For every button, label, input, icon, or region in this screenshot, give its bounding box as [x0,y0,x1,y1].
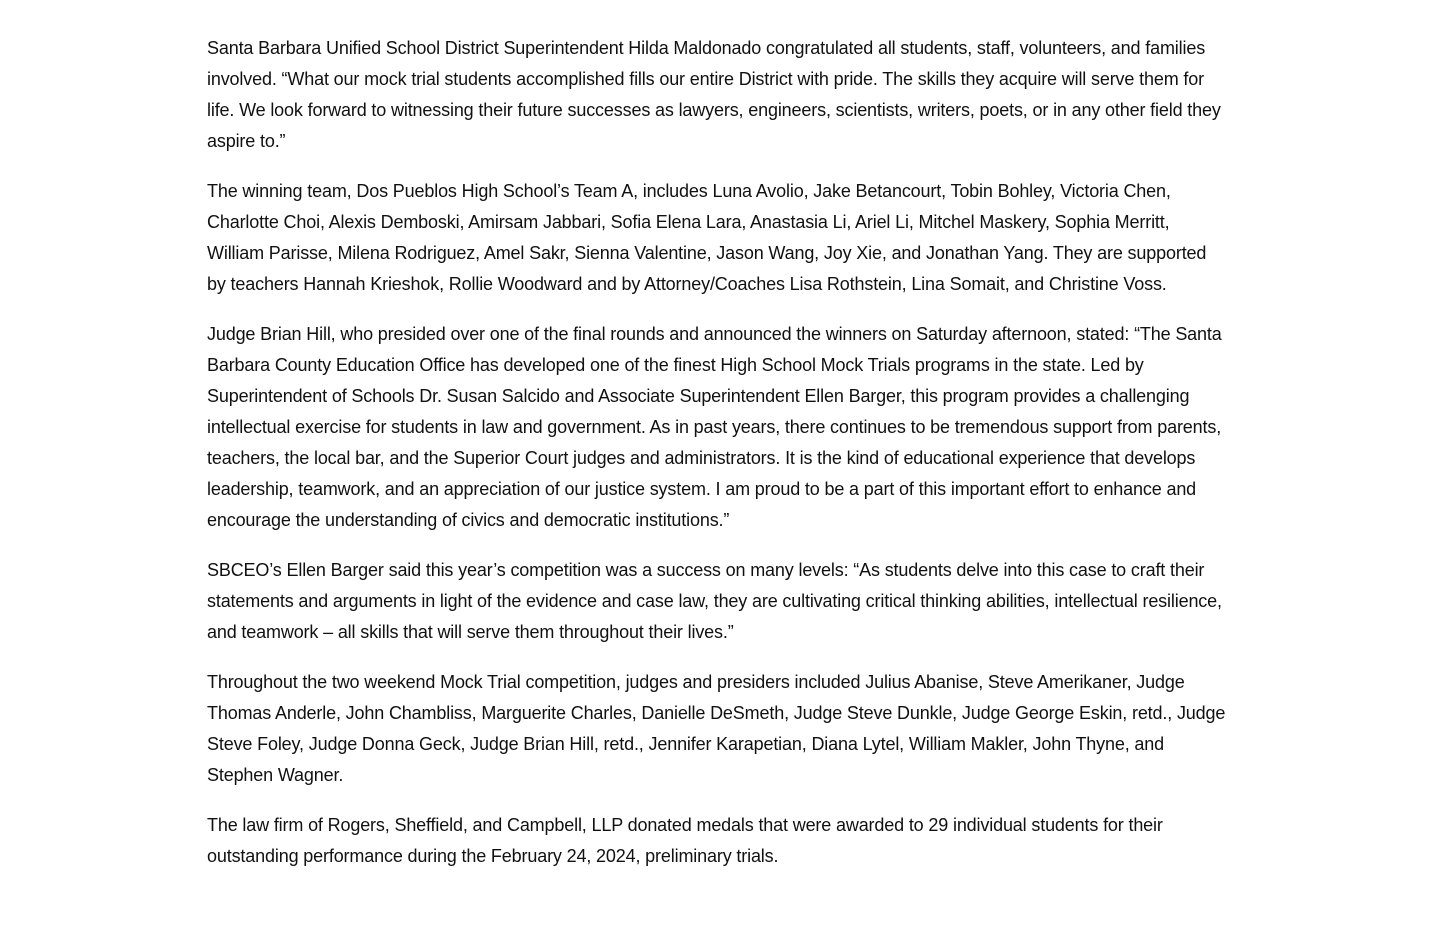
document-body [207,33,1229,891]
paragraph-ellen-barger-quote: SBCEO’s Ellen Barger said this year’s competition was a success on many levels: “As students delve into this case to craft their statements and arguments in light of the evidence and case law, they are cultivating critical thinking abilities, intellectual resilience, and teamwork – all skills that will serve them throughout their lives.” [207,560,1222,642]
paragraph-winning-team: The winning team, Dos Pueblos High School’s Team A, includes Luna Avolio, Jake Betancourt, Tobin Bohley, Victoria Chen, Charlotte Choi, Alexis Demboski, Amirsam Jabbari, Sofia Elena Lara, Anastasia Li, Ariel Li, Mitchel Maskery, Sophia Merritt, William Parisse, Milena Rodriguez, Amel Sakr, Sienna Valentine, Jason Wang, Joy Xie, and Jonathan Yang. They are supported by teachers Hannah Krieshok, Rollie Woodward and by Attorney/Coaches Lisa Rothstein, Lina Somait, and Christine Voss. [207,181,1207,294]
paragraph-judge-hill-statement: Judge Brian Hill, who presided over one of the final rounds and announced the winners on Saturday afternoon, stated: “The Santa Barbara County Education Office has developed one of the finest High School Mock Trials programs in the state. Led by Superintendent of Schools Dr. Susan Salcido and Associate Superintendent Ellen Barger, this program provides a challenging intellectual exercise for students in law and government. As in past years, there continues to be tremendous support from parents, teachers, the local bar, and the Superior Court judges and administrators. It is the kind of educational experience that develops leadership, teamwork, and an appreciation of our justice system. I am proud to be a part of this important effort to enhance and encourage the understanding of civics and democratic institutions.” [207,324,1222,530]
paragraph-judges-and-presiders: Throughout the two weekend Mock Trial competition, judges and presiders included Julius Abanise, Steve Amerikaner, Judge Thomas Anderle, John Chambliss, Marguerite Charles, Danielle DeSmeth, Judge Steve Dunkle, Judge George Eskin, retd., Judge Steve Foley, Judge Donna Geck, Judge Brian Hill, retd., Jennifer Karapetian, Diana Lytel, William Makler, John Thyne, and Stephen Wagner. [207,672,1226,785]
paragraph-superintendent-quote: Santa Barbara Unified School District Superintendent Hilda Maldonado congratulated all students, staff, volunteers, and families involved. “What our mock trial students accomplished fills our entire District with pride. The skills they acquire will serve them for life. We look forward to witnessing their future successes as lawyers, engineers, scientists, writers, poets, or in any other field they aspire to.” [207,38,1221,151]
paragraph-medals-donation: The law firm of Rogers, Sheffield, and Campbell, LLP donated medals that were awarded to 29 individual students for their outstanding performance during the February 24, 2024, preliminary trials. [207,815,1163,866]
